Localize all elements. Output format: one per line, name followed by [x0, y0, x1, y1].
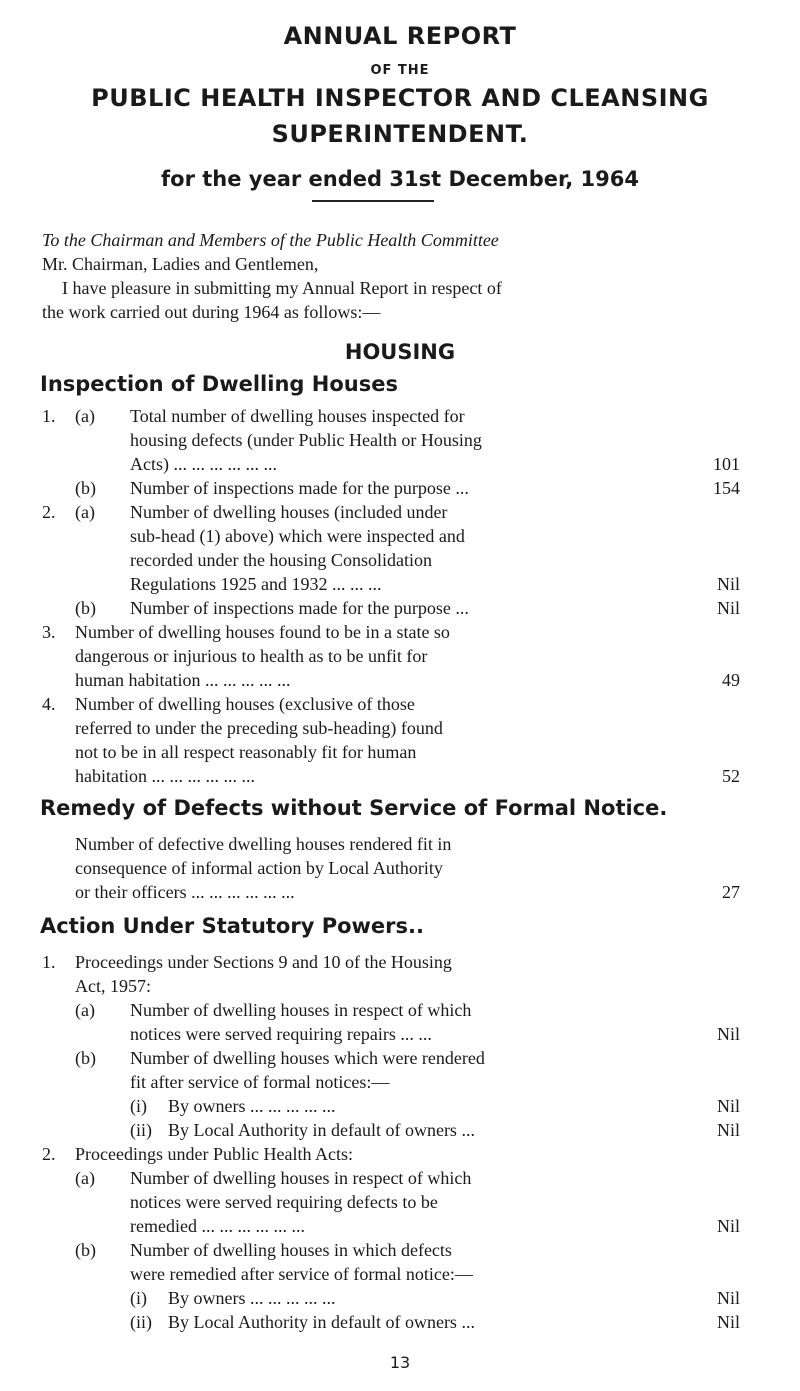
item-value: Nil: [716, 1216, 740, 1236]
housing-heading: HOUSING: [344, 340, 456, 364]
item-value: Nil: [716, 1024, 740, 1044]
report-subtitle-line1: PUBLIC HEALTH INSPECTOR AND CLEANSING: [91, 84, 709, 112]
item-line: recorded under the housing Consolidation: [130, 550, 432, 570]
item-sub: (a): [75, 1168, 95, 1188]
item-line: were remedied after service of formal notice:—: [130, 1264, 473, 1284]
item-line: Number of dwelling houses in which defects: [130, 1240, 452, 1260]
item-line: Proceedings under Sections 9 and 10 of the Housing: [75, 952, 452, 972]
item-line: Number of dwelling houses (included under: [130, 502, 448, 522]
item-sub: (i): [130, 1096, 147, 1116]
statutory-heading: Action Under Statutory Powers..: [40, 914, 424, 938]
remedy-line: or their officers ... ... ... ... ... ...: [75, 882, 295, 902]
item-line: Act, 1957:: [75, 976, 151, 996]
remedy-line: Number of defective dwelling houses rendered fit in: [75, 834, 452, 854]
item-value: 52: [722, 766, 740, 786]
report-period: for the year ended 31st December, 1964: [161, 167, 639, 191]
item-line: habitation ... ... ... ... ... ...: [75, 766, 255, 786]
item-line: human habitation ... ... ... ... ...: [75, 670, 291, 690]
item-sub: (a): [75, 406, 95, 426]
item-value: Nil: [716, 1120, 740, 1140]
item-line: Number of dwelling houses (exclusive of those: [75, 694, 415, 714]
item-number: 1.: [42, 952, 56, 972]
item-value: Nil: [716, 574, 740, 594]
report-title: ANNUAL REPORT: [283, 22, 517, 50]
item-line: Acts) ... ... ... ... ... ...: [130, 454, 277, 474]
item-value: Nil: [716, 598, 740, 618]
item-line: sub-head (1) above) which were inspected and: [130, 526, 465, 546]
item-line: housing defects (under Public Health or Housing: [130, 430, 482, 450]
item-number: 3.: [42, 622, 56, 642]
item-line: Number of dwelling houses in respect of which: [130, 1168, 472, 1188]
item-line: remedied ... ... ... ... ... ...: [130, 1216, 305, 1236]
item-number: 2.: [42, 1144, 56, 1164]
item-sub: (b): [75, 478, 96, 498]
item-line: referred to under the preceding sub-heading) found: [75, 718, 443, 738]
item-sub: (b): [75, 1048, 96, 1068]
item-value: Nil: [716, 1096, 740, 1116]
item-sub: (b): [75, 1240, 96, 1260]
report-subtitle-line2: SUPERINTENDENT.: [271, 120, 529, 148]
item-line: Number of dwelling houses in respect of which: [130, 1000, 472, 1020]
item-value: 49: [722, 670, 740, 690]
report-of-the: OF THE: [370, 63, 430, 78]
item-sub: (a): [75, 502, 95, 522]
intro-body-line2: the work carried out during 1964 as follows:—: [42, 302, 381, 322]
item-number: 2.: [42, 502, 56, 522]
item-line: By owners ... ... ... ... ...: [168, 1096, 336, 1116]
addressee: To the Chairman and Members of the Public Health Committee: [42, 230, 499, 250]
item-line: notices were served requiring repairs ... ...: [130, 1024, 432, 1044]
item-sub: (ii): [130, 1312, 152, 1332]
item-value: 101: [713, 454, 740, 474]
item-sub: (a): [75, 1000, 95, 1020]
item-line: Proceedings under Public Health Acts:: [75, 1144, 353, 1164]
page-number: 13: [389, 1353, 411, 1372]
item-value: 154: [713, 478, 740, 498]
item-number: 1.: [42, 406, 56, 426]
item-value: Nil: [716, 1312, 740, 1332]
intro-body-line1: I have pleasure in submitting my Annual Report in respect of: [62, 278, 502, 298]
item-number: 4.: [42, 694, 56, 714]
salutation: Mr. Chairman, Ladies and Gentlemen,: [42, 254, 319, 274]
remedy-line: consequence of informal action by Local Authority: [75, 858, 443, 878]
item-line: Number of inspections made for the purpose ...: [130, 478, 469, 498]
item-sub: (i): [130, 1288, 147, 1308]
item-line: dangerous or injurious to health as to be unfit for: [75, 646, 428, 666]
item-line: Number of dwelling houses found to be in a state so: [75, 622, 450, 642]
item-sub: (b): [75, 598, 96, 618]
item-line: Total number of dwelling houses inspected for: [130, 406, 465, 426]
item-value: Nil: [716, 1288, 740, 1308]
item-line: By owners ... ... ... ... ...: [168, 1288, 336, 1308]
remedy-heading: Remedy of Defects without Service of Formal Notice.: [40, 796, 668, 820]
header-divider: [312, 200, 434, 202]
inspection-heading: Inspection of Dwelling Houses: [40, 372, 398, 396]
item-sub: (ii): [130, 1120, 152, 1140]
item-line: Number of dwelling houses which were rendered: [130, 1048, 485, 1068]
item-line: not to be in all respect reasonably fit for human: [75, 742, 417, 762]
item-line: Regulations 1925 and 1932 ... ... ...: [130, 574, 382, 594]
item-line: By Local Authority in default of owners ...: [168, 1120, 475, 1140]
item-line: notices were served requiring defects to be: [130, 1192, 438, 1212]
remedy-value: 27: [722, 882, 740, 902]
item-line: fit after service of formal notices:—: [130, 1072, 390, 1092]
item-line: Number of inspections made for the purpose ...: [130, 598, 469, 618]
item-line: By Local Authority in default of owners ...: [168, 1312, 475, 1332]
